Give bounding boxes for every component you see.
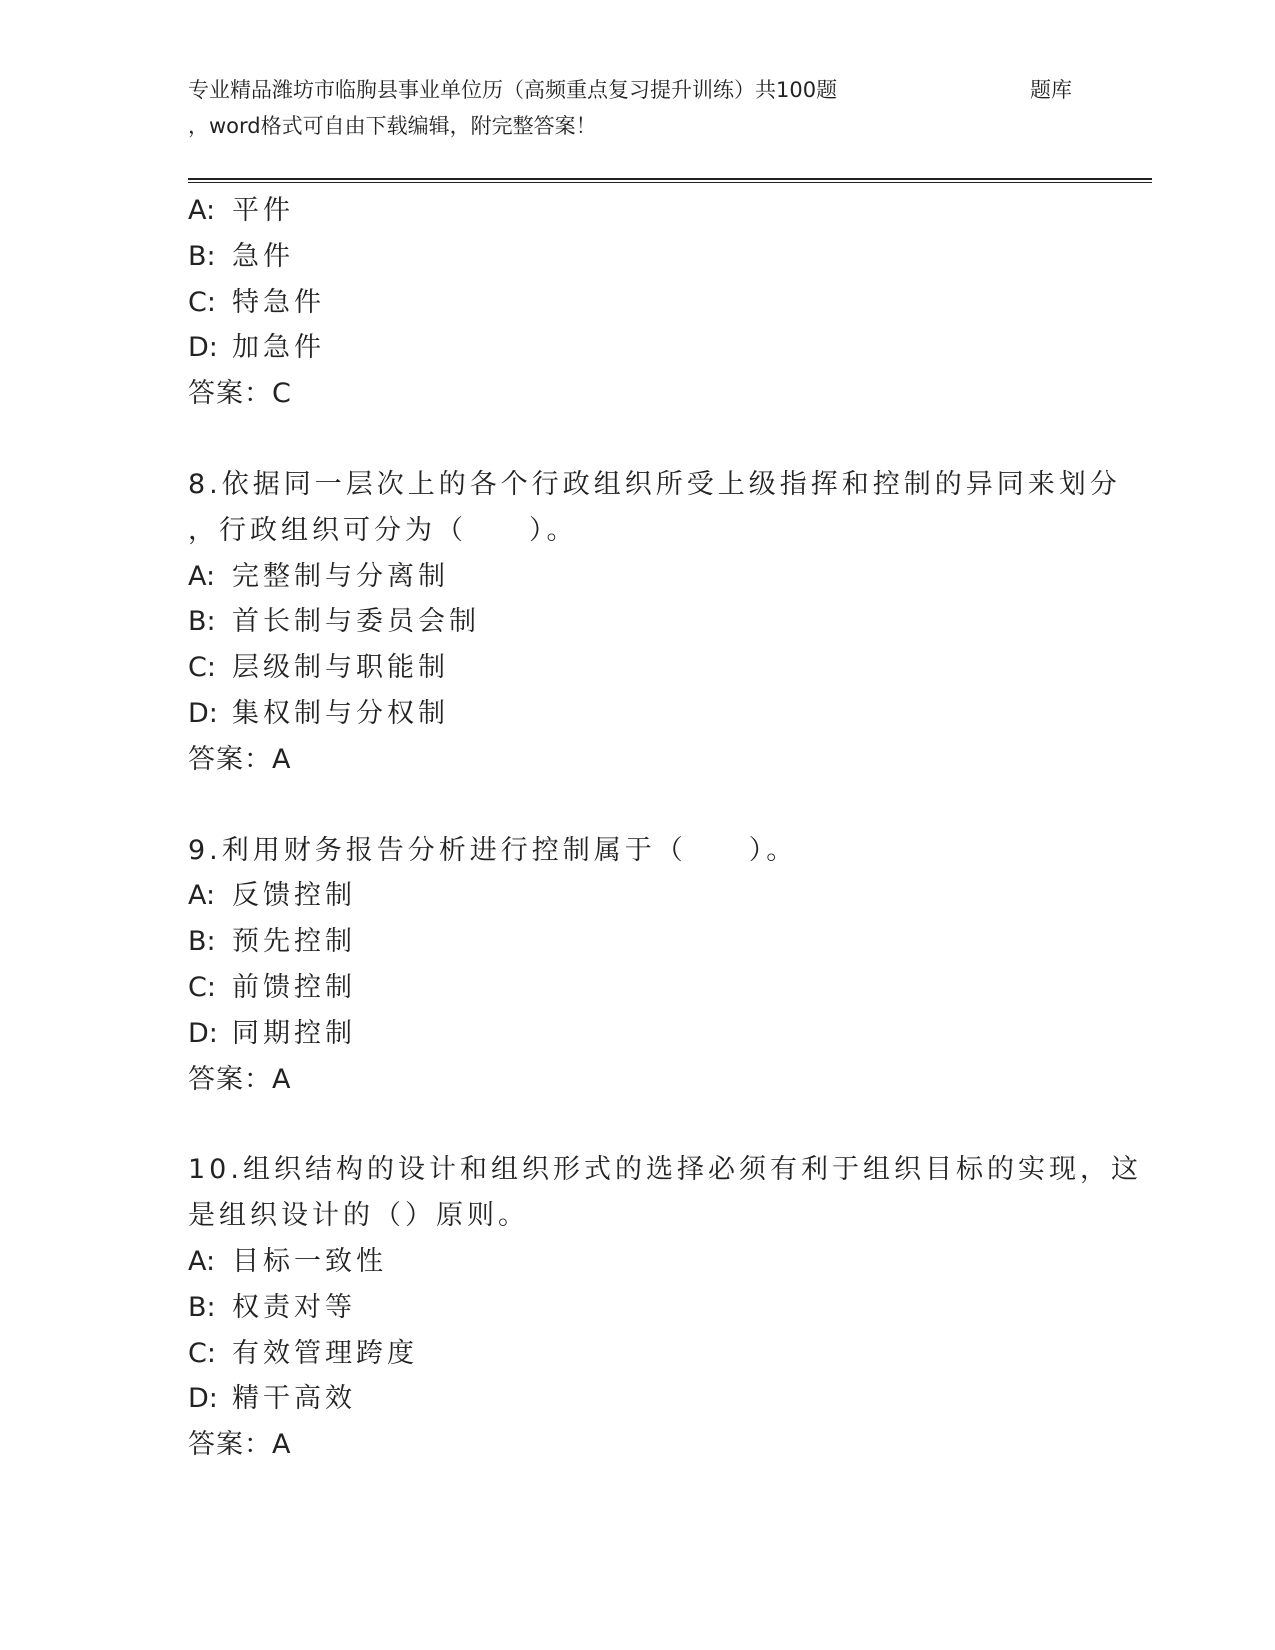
option-letter: A: [188,195,216,226]
question-text: 10.组织结构的设计和组织形式的选择必须有利于组织目标的实现，这 [188,1154,1142,1186]
question-list [188,188,1142,1468]
option-text: 加急件 [232,332,325,364]
option-item [188,325,1108,371]
header-divider [188,178,1152,183]
option-letter: D: [188,697,218,729]
option-item [188,691,1108,737]
option-letter: C: [188,286,216,318]
option-item [188,1011,1108,1057]
answer-text: 答案：A [188,1063,292,1095]
option-letter: A: [188,1245,216,1277]
option-text: 同期控制 [232,1017,356,1049]
header-right-label: 题库 [1030,78,1072,102]
block-spacer [188,417,1108,462]
option-letter: D: [188,332,218,364]
block-spacer [188,1102,1108,1147]
option-item [188,1331,1108,1377]
answer-text: 答案：A [188,743,292,775]
option-letter: A: [188,880,216,912]
option-letter: C: [188,1337,216,1369]
option-item [188,873,1108,919]
option-text: 精干高效 [232,1383,356,1415]
question-text: 9.利用财务报告分析进行控制属于（ ）。 [188,834,798,866]
question-block [188,1102,1142,1468]
answer-text: 答案：C [188,378,292,410]
answer-text: 答案：A [188,1429,292,1461]
page-header [188,72,1088,144]
option-item [188,1285,1108,1331]
option-item [188,1376,1108,1422]
header-subtitle: ，word格式可自由下载编辑，附完整答案！ [188,114,597,138]
option-letter: B: [188,1291,216,1323]
header-line-1 [188,72,1088,108]
option-text: 预先控制 [232,926,356,958]
option-text: 急件 [232,240,294,272]
option-item [188,188,1108,234]
option-text: 前馈控制 [232,971,356,1003]
question-block [188,783,1108,1103]
option-letter: C: [188,971,216,1003]
option-item [188,645,1108,691]
option-letter: D: [188,1383,218,1415]
option-text: 目标一致性 [232,1245,387,1277]
option-letter: D: [188,1017,218,1049]
option-letter: B: [188,926,216,958]
option-text: 权责对等 [232,1291,356,1323]
question-block [188,417,1121,783]
option-text: 特急件 [232,286,325,318]
option-text: 反馈控制 [232,880,356,912]
option-item [188,919,1108,965]
option-letter: C: [188,652,216,684]
option-text: 层级制与职能制 [232,652,449,684]
question-text: 8.依据同一层次上的各个行政组织所受上级指挥和控制的异同来划分 [188,468,1121,500]
question-block [188,188,1108,417]
option-item [188,280,1108,326]
option-item [188,554,1108,600]
option-text: 平件 [232,195,294,226]
option-item [188,599,1108,645]
option-text: 首长制与委员会制 [232,606,480,638]
option-text: 集权制与分权制 [232,697,449,729]
header-title: 专业精品潍坊市临朐县事业单位历（高频重点复习提升训练）共100题 [188,78,838,102]
option-item [188,1239,1108,1285]
option-text: 有效管理跨度 [232,1337,418,1369]
option-letter: A: [188,560,216,592]
option-letter: B: [188,240,216,272]
question-text: ，行政组织可分为（ ）。 [188,514,578,546]
question-text: 是组织设计的（）原则。 [188,1200,529,1232]
option-letter: B: [188,606,216,638]
option-item [188,965,1108,1011]
block-spacer [188,783,1108,828]
option-text: 完整制与分离制 [232,560,449,592]
option-item [188,234,1108,280]
